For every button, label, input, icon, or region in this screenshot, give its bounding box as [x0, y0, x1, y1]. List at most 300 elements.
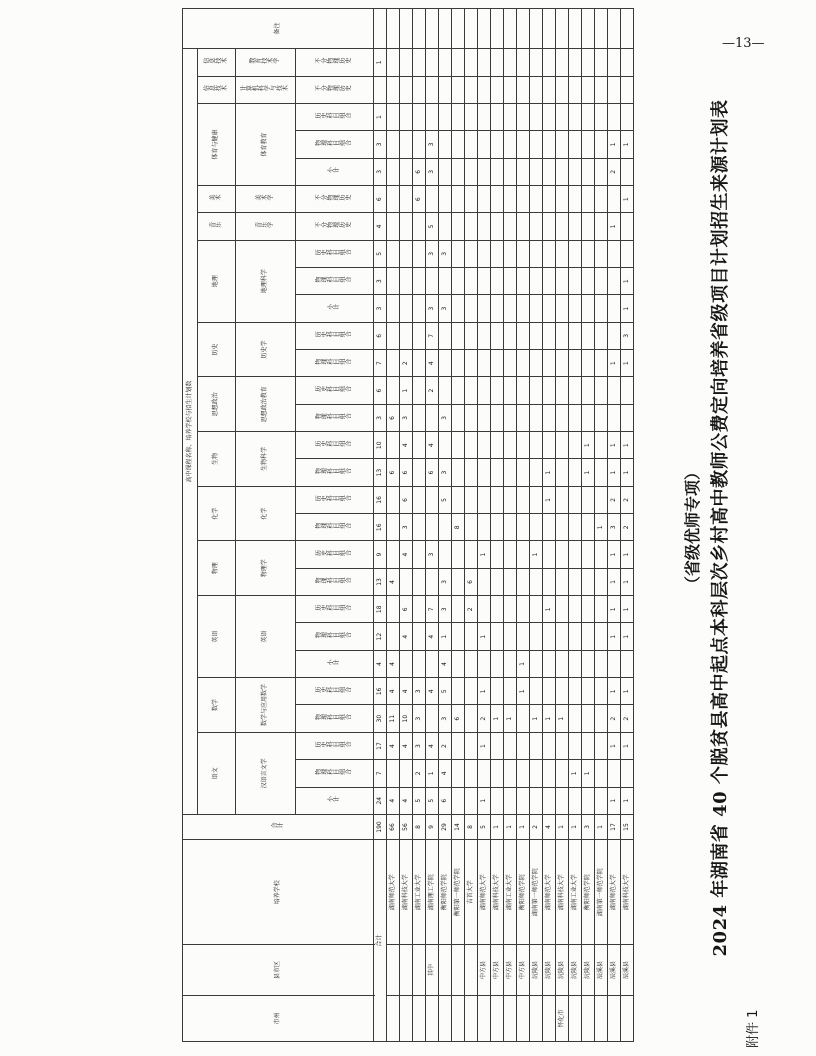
page-number: —13— — [722, 36, 765, 51]
value-cell — [569, 350, 582, 377]
value-cell — [595, 377, 608, 404]
county-cell — [387, 945, 400, 995]
value-cell — [413, 650, 426, 677]
course-header: 语文 — [198, 732, 236, 814]
value-cell — [491, 568, 504, 595]
value-cell — [452, 787, 465, 814]
value-cell — [491, 213, 504, 240]
city-cell — [491, 995, 504, 1041]
value-cell: 1 — [517, 814, 530, 839]
value-cell — [413, 596, 426, 623]
value-cell — [387, 131, 400, 158]
value-cell: 15 — [621, 814, 634, 839]
value-cell: 4 — [387, 787, 400, 814]
value-cell — [452, 459, 465, 486]
value-cell — [530, 322, 543, 349]
value-cell — [582, 404, 595, 431]
value-cell — [465, 541, 478, 568]
value-cell — [504, 432, 517, 459]
value-cell — [465, 49, 478, 77]
value-cell — [413, 404, 426, 431]
city-cell — [413, 995, 426, 1041]
value-cell — [595, 322, 608, 349]
value-cell: 1 — [608, 596, 621, 623]
school-cell: 湖南理工学院 — [426, 840, 439, 945]
course-header: 英语 — [198, 596, 236, 678]
value-cell — [452, 268, 465, 295]
value-cell: 2 — [400, 350, 413, 377]
value-cell — [387, 760, 400, 787]
page-subtitle: （省级优师专项） — [683, 464, 702, 593]
value-cell — [504, 514, 517, 541]
value-cell — [465, 650, 478, 677]
value-cell: 8 — [452, 514, 465, 541]
value-cell — [400, 158, 413, 185]
value-cell — [478, 295, 491, 322]
value-cell: 1 — [621, 568, 634, 595]
value-cell — [556, 268, 569, 295]
type-header: 历史科目组合 — [296, 322, 374, 349]
value-cell — [530, 240, 543, 267]
value-cell — [517, 49, 530, 77]
value-cell — [491, 377, 504, 404]
value-cell — [426, 514, 439, 541]
city-cell — [582, 995, 595, 1041]
school-cell: 衡阳师范学院 — [582, 840, 595, 945]
value-cell — [413, 568, 426, 595]
value-cell — [465, 623, 478, 650]
value-cell: 1 — [543, 459, 556, 486]
table-row — [543, 9, 556, 1042]
value-cell — [465, 377, 478, 404]
value-cell — [452, 213, 465, 240]
value-cell — [478, 377, 491, 404]
value-cell — [491, 650, 504, 677]
value-cell — [387, 268, 400, 295]
table-row — [504, 9, 517, 1042]
value-cell: 7 — [426, 596, 439, 623]
value-cell — [621, 240, 634, 267]
table-row — [556, 9, 569, 1042]
value-cell — [400, 103, 413, 130]
city-cell — [621, 995, 634, 1041]
value-cell: 4 — [400, 623, 413, 650]
value-cell — [530, 404, 543, 431]
city-cell — [452, 995, 465, 1041]
total-cell: 24 — [374, 787, 387, 814]
type-header: 物理科目组合 — [296, 131, 374, 158]
school-cell: 湖南科技大学 — [621, 840, 634, 945]
value-cell: 2 — [608, 705, 621, 732]
value-cell — [439, 185, 452, 212]
value-cell: 4 — [439, 760, 452, 787]
value-cell — [387, 350, 400, 377]
value-cell — [465, 514, 478, 541]
county-cell: 其中 — [426, 945, 439, 995]
value-cell — [608, 76, 621, 103]
note-cell — [439, 9, 452, 49]
value-cell — [426, 404, 439, 431]
value-cell — [556, 350, 569, 377]
major-header: 生物科学 — [236, 432, 296, 487]
value-cell: 1 — [595, 814, 608, 839]
major-header: 音乐学 — [236, 213, 296, 240]
value-cell: 6 — [400, 486, 413, 513]
county-cell: 沅陵县 — [582, 945, 595, 995]
value-cell — [504, 295, 517, 322]
value-cell — [413, 459, 426, 486]
value-cell — [556, 295, 569, 322]
note-cell — [491, 9, 504, 49]
value-cell — [400, 213, 413, 240]
value-cell — [478, 459, 491, 486]
value-cell — [569, 678, 582, 705]
value-cell: 3 — [426, 158, 439, 185]
value-cell — [426, 268, 439, 295]
value-cell — [400, 76, 413, 103]
value-cell — [569, 377, 582, 404]
total-cell: 3 — [374, 158, 387, 185]
value-cell: 3 — [413, 732, 426, 759]
value-cell — [465, 787, 478, 814]
value-cell — [413, 322, 426, 349]
value-cell — [556, 377, 569, 404]
value-cell: 2 — [621, 486, 634, 513]
value-cell — [543, 377, 556, 404]
value-cell — [504, 103, 517, 130]
value-cell — [543, 131, 556, 158]
value-cell — [621, 76, 634, 103]
value-cell — [491, 432, 504, 459]
value-cell — [582, 486, 595, 513]
total-cell: 18 — [374, 596, 387, 623]
value-cell — [608, 103, 621, 130]
value-cell: 7 — [426, 322, 439, 349]
value-cell — [478, 596, 491, 623]
total-cell: 3 — [374, 131, 387, 158]
value-cell — [387, 295, 400, 322]
value-cell — [439, 514, 452, 541]
value-cell — [595, 268, 608, 295]
value-cell — [439, 432, 452, 459]
value-cell — [439, 541, 452, 568]
value-cell — [582, 268, 595, 295]
value-cell — [491, 185, 504, 212]
table-body — [374, 9, 634, 1042]
value-cell — [569, 568, 582, 595]
value-cell — [504, 568, 517, 595]
value-cell — [543, 158, 556, 185]
value-cell: 4 — [387, 678, 400, 705]
value-cell — [465, 678, 478, 705]
value-cell — [543, 514, 556, 541]
value-cell — [595, 131, 608, 158]
value-cell — [595, 623, 608, 650]
value-cell — [400, 268, 413, 295]
value-cell: 11 — [387, 705, 400, 732]
value-cell — [582, 350, 595, 377]
school-cell: 衡阳第一师范学院 — [452, 840, 465, 945]
value-cell — [452, 295, 465, 322]
total-cell: 1 — [374, 103, 387, 130]
value-cell — [595, 541, 608, 568]
value-cell — [608, 268, 621, 295]
type-header: 物理科目组合 — [296, 760, 374, 787]
value-cell — [582, 623, 595, 650]
value-cell — [452, 240, 465, 267]
total-cell: 16 — [374, 514, 387, 541]
value-cell: 1 — [582, 432, 595, 459]
note-cell — [387, 9, 400, 49]
value-cell — [491, 49, 504, 77]
value-cell: 4 — [426, 678, 439, 705]
value-cell — [569, 295, 582, 322]
value-cell — [530, 377, 543, 404]
value-cell: 1 — [569, 814, 582, 839]
value-cell: 5 — [426, 787, 439, 814]
value-cell — [478, 350, 491, 377]
value-cell: 1 — [608, 678, 621, 705]
value-cell: 1 — [621, 787, 634, 814]
value-cell — [504, 131, 517, 158]
county-cell — [439, 945, 452, 995]
value-cell — [452, 760, 465, 787]
course-header: 思想政治 — [198, 377, 236, 432]
header-note: 备注 — [183, 9, 374, 49]
total-cell: 6 — [374, 322, 387, 349]
type-header: 不分物理历史 — [296, 76, 374, 103]
table-row — [530, 9, 543, 1042]
value-cell — [543, 678, 556, 705]
school-cell: 湖南工业大学 — [569, 840, 582, 945]
value-cell: 1 — [478, 541, 491, 568]
value-cell — [387, 541, 400, 568]
value-cell: 4 — [400, 541, 413, 568]
note-cell — [543, 9, 556, 49]
value-cell — [595, 103, 608, 130]
value-cell: 1 — [400, 377, 413, 404]
value-cell — [413, 268, 426, 295]
value-cell — [504, 486, 517, 513]
value-cell — [530, 295, 543, 322]
value-cell — [556, 240, 569, 267]
value-cell — [517, 350, 530, 377]
note-cell — [478, 9, 491, 49]
value-cell — [608, 49, 621, 77]
value-cell — [478, 49, 491, 77]
value-cell: 1 — [621, 350, 634, 377]
value-cell: 1 — [426, 760, 439, 787]
value-cell: 1 — [491, 814, 504, 839]
value-cell: 3 — [439, 596, 452, 623]
value-cell: 1 — [478, 787, 491, 814]
total-cell: 16 — [374, 486, 387, 513]
value-cell: 6 — [387, 459, 400, 486]
value-cell — [595, 76, 608, 103]
type-header: 历史科目组合 — [296, 486, 374, 513]
value-cell: 4 — [439, 650, 452, 677]
value-cell — [543, 432, 556, 459]
value-cell — [504, 541, 517, 568]
value-cell — [595, 760, 608, 787]
value-cell: 1 — [478, 623, 491, 650]
value-cell: 1 — [621, 432, 634, 459]
value-cell — [478, 76, 491, 103]
value-cell: 1 — [582, 760, 595, 787]
value-cell — [504, 678, 517, 705]
total-cell: 16 — [374, 678, 387, 705]
value-cell — [504, 240, 517, 267]
value-cell — [413, 432, 426, 459]
type-header: 物理科目组合 — [296, 514, 374, 541]
type-header: 小计 — [296, 295, 374, 322]
value-cell: 9 — [426, 814, 439, 839]
value-cell — [504, 459, 517, 486]
value-cell — [543, 49, 556, 77]
value-cell: 1 — [621, 732, 634, 759]
value-cell — [426, 650, 439, 677]
table-row — [608, 9, 621, 1042]
value-cell — [491, 240, 504, 267]
value-cell: 1 — [621, 596, 634, 623]
value-cell — [543, 568, 556, 595]
value-cell: 1 — [556, 705, 569, 732]
course-header: 化学 — [198, 486, 236, 541]
city-cell — [387, 995, 400, 1041]
value-cell — [452, 541, 465, 568]
value-cell — [543, 240, 556, 267]
value-cell — [582, 49, 595, 77]
value-cell — [569, 705, 582, 732]
table-row — [387, 9, 400, 1042]
header-total: 合计 — [183, 814, 374, 839]
value-cell — [517, 185, 530, 212]
value-cell — [543, 404, 556, 431]
value-cell — [465, 350, 478, 377]
table-row — [439, 9, 452, 1042]
type-header: 不分物理历史 — [296, 185, 374, 212]
value-cell — [426, 103, 439, 130]
value-cell — [400, 185, 413, 212]
value-cell — [439, 322, 452, 349]
city-cell — [608, 995, 621, 1041]
value-cell — [621, 650, 634, 677]
value-cell — [569, 49, 582, 77]
value-cell — [556, 103, 569, 130]
value-cell — [387, 103, 400, 130]
value-cell — [556, 678, 569, 705]
value-cell: 5 — [439, 678, 452, 705]
value-cell — [387, 486, 400, 513]
city-cell — [595, 995, 608, 1041]
value-cell — [595, 350, 608, 377]
type-header: 不分物理历史 — [296, 49, 374, 77]
value-cell — [465, 705, 478, 732]
value-cell — [517, 213, 530, 240]
value-cell — [543, 103, 556, 130]
value-cell — [504, 76, 517, 103]
value-cell: 1 — [504, 705, 517, 732]
value-cell — [569, 131, 582, 158]
total-cell: 9 — [374, 541, 387, 568]
value-cell — [543, 541, 556, 568]
value-cell: 5 — [439, 486, 452, 513]
value-cell — [608, 185, 621, 212]
table-row — [595, 9, 608, 1042]
value-cell: 4 — [426, 732, 439, 759]
value-cell — [595, 787, 608, 814]
value-cell — [582, 213, 595, 240]
value-cell — [517, 787, 530, 814]
value-cell: 8 — [465, 814, 478, 839]
city-cell — [504, 995, 517, 1041]
value-cell — [582, 185, 595, 212]
value-cell: 4 — [387, 650, 400, 677]
enrollment-plan-table — [182, 8, 634, 1042]
value-cell: 6 — [400, 596, 413, 623]
value-cell — [543, 295, 556, 322]
value-cell — [491, 596, 504, 623]
value-cell — [530, 787, 543, 814]
value-cell — [504, 185, 517, 212]
value-cell — [491, 732, 504, 759]
value-cell — [452, 432, 465, 459]
value-cell — [517, 158, 530, 185]
value-cell: 1 — [556, 814, 569, 839]
value-cell: 4 — [400, 732, 413, 759]
table-row — [452, 9, 465, 1042]
value-cell: 14 — [452, 814, 465, 839]
value-cell — [439, 103, 452, 130]
value-cell — [452, 678, 465, 705]
value-cell — [621, 158, 634, 185]
value-cell — [439, 76, 452, 103]
table-row — [582, 9, 595, 1042]
value-cell: 6 — [452, 705, 465, 732]
value-cell — [530, 514, 543, 541]
plan-table-wrapper — [182, 8, 634, 1042]
note-cell — [608, 9, 621, 49]
value-cell — [530, 678, 543, 705]
school-cell: 湖南师范大学 — [543, 840, 556, 945]
value-cell — [452, 103, 465, 130]
value-cell — [582, 240, 595, 267]
value-cell: 29 — [439, 814, 452, 839]
value-cell — [504, 787, 517, 814]
value-cell: 1 — [569, 760, 582, 787]
value-cell — [439, 268, 452, 295]
value-cell — [387, 514, 400, 541]
school-cell: 湖南科技大学 — [491, 840, 504, 945]
type-header: 物理科目组合 — [296, 350, 374, 377]
value-cell — [465, 213, 478, 240]
value-cell — [543, 623, 556, 650]
value-cell — [556, 213, 569, 240]
value-cell — [556, 760, 569, 787]
value-cell — [582, 377, 595, 404]
value-cell — [595, 596, 608, 623]
total-label: 合计 — [374, 840, 387, 1042]
value-cell: 4 — [387, 732, 400, 759]
value-cell: 2 — [608, 486, 621, 513]
value-cell — [387, 322, 400, 349]
value-cell — [569, 650, 582, 677]
school-cell: 湖南工业大学 — [504, 840, 517, 945]
value-cell: 3 — [439, 295, 452, 322]
value-cell — [413, 514, 426, 541]
school-cell: 衡阳师范学院 — [439, 840, 452, 945]
header-group: 高中课程名称、培养学校与招生计划数 — [183, 49, 198, 815]
